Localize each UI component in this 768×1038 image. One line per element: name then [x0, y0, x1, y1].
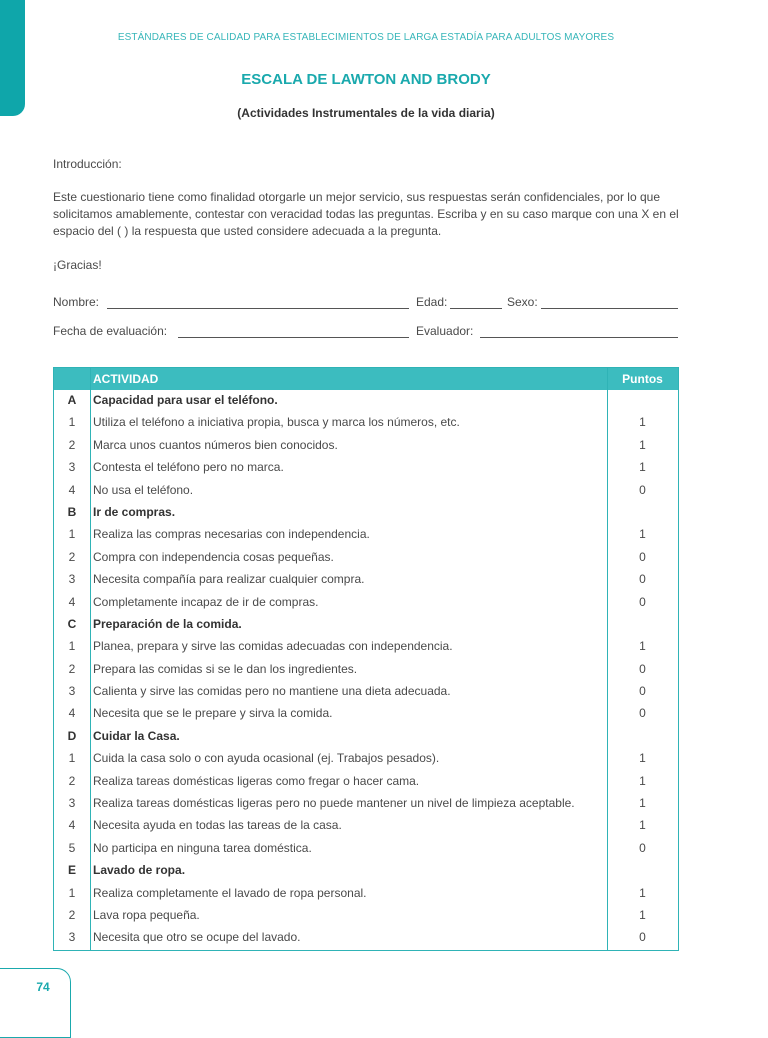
section-row — [54, 614, 678, 636]
activity-text: Realiza tareas domésticas ligeras como fregar o hacer cama. — [93, 773, 420, 788]
points-value: 0 — [639, 706, 646, 721]
points-value: 0 — [639, 549, 646, 564]
table-header — [54, 368, 678, 390]
row-number: E — [67, 863, 76, 878]
activity-text: Planea, prepara y sirve las comidas adecuadas con independencia. — [93, 639, 453, 654]
activity-text: Calienta y sirve las comidas pero no mantiene una dieta adecuada. — [93, 684, 451, 699]
row-number: 2 — [68, 549, 76, 564]
points-value: 1 — [639, 437, 646, 452]
fecha-field[interactable] — [178, 337, 409, 338]
intro-text: Este cuestionario tiene como finalidad otorgarle un mejor servicio, sus respuestas serán confidenciales, por lo que solicitamos amablemente, contestar con veracidad todas las preguntas. Escriba y en su caso marque con una X en el espacio del ( ) la respuesta que usted considere adecuada a la pregunta. — [53, 190, 679, 238]
evaluador-label: Evaluador: — [416, 324, 474, 338]
edad-label: Edad: — [416, 295, 448, 309]
activity-text: Utiliza el teléfono a iniciativa propia, busca y marca los números, etc. — [93, 415, 460, 430]
activity-text: Realiza tareas domésticas ligeras pero no puede mantener un nivel de limpieza aceptable. — [93, 796, 575, 811]
header-actividad: ACTIVIDAD — [93, 372, 159, 386]
table-row — [54, 659, 678, 681]
table-body — [54, 390, 678, 950]
lawton-brody-table — [53, 367, 679, 951]
row-number: 5 — [68, 840, 76, 855]
sexo-field[interactable] — [541, 308, 678, 309]
table-row — [54, 569, 678, 591]
row-number: 1 — [68, 527, 76, 542]
header-puntos: Puntos — [622, 372, 663, 386]
section-row — [54, 860, 678, 882]
row-number: 1 — [68, 415, 76, 430]
points-value: 1 — [639, 639, 646, 654]
table-row — [54, 703, 678, 725]
points-value: 0 — [639, 594, 646, 609]
table-row — [54, 480, 678, 502]
table-row — [54, 883, 678, 905]
section-title: Cuidar la Casa. — [93, 728, 180, 743]
activity-text: Contesta el teléfono pero no marca. — [93, 460, 284, 475]
row-number: 1 — [68, 885, 76, 900]
points-value: 0 — [639, 684, 646, 699]
row-number: 2 — [68, 773, 76, 788]
thanks-text: ¡Gracias! — [53, 258, 102, 272]
points-value: 1 — [639, 885, 646, 900]
section-row — [54, 390, 678, 412]
table-row — [54, 815, 678, 837]
points-value: 0 — [639, 661, 646, 676]
points-value: 0 — [639, 572, 646, 587]
table-row — [54, 412, 678, 434]
row-number: B — [67, 504, 77, 519]
fecha-label: Fecha de evaluación: — [53, 324, 168, 338]
points-value: 1 — [639, 751, 646, 766]
points-value: 1 — [639, 796, 646, 811]
table-row — [54, 681, 678, 703]
row-number: C — [67, 616, 77, 631]
document-subtitle: (Actividades Instrumentales de la vida diaria) — [237, 106, 495, 120]
row-number: 3 — [68, 684, 76, 699]
activity-text: Prepara las comidas si se le dan los ingredientes. — [93, 661, 358, 676]
row-number: 2 — [68, 661, 76, 676]
activity-text: Realiza las compras necesarias con independencia. — [93, 527, 370, 542]
points-value: 1 — [639, 773, 646, 788]
sexo-label: Sexo: — [507, 295, 538, 309]
table-row — [54, 435, 678, 457]
points-value: 1 — [639, 460, 646, 475]
row-number: 4 — [68, 706, 76, 721]
row-number: 3 — [68, 796, 76, 811]
activity-text: Necesita ayuda en todas las tareas de la casa. — [93, 818, 342, 833]
evaluador-field[interactable] — [480, 337, 678, 338]
activity-text: Compra con independencia cosas pequeñas. — [93, 549, 334, 564]
activity-text: No participa en ninguna tarea doméstica. — [93, 840, 312, 855]
row-number: 4 — [68, 594, 76, 609]
table-row — [54, 771, 678, 793]
table-row — [54, 838, 678, 860]
row-number: A — [67, 393, 77, 407]
activity-text: No usa el teléfono. — [93, 482, 194, 497]
activity-text: Realiza completamente el lavado de ropa personal. — [93, 885, 367, 900]
nombre-label: Nombre: — [53, 295, 100, 309]
section-row — [54, 502, 678, 524]
row-number: 1 — [68, 639, 76, 654]
table-row — [54, 927, 678, 949]
table-row — [54, 592, 678, 614]
section-title: Ir de compras. — [93, 504, 176, 519]
activity-text: Necesita que se le prepare y sirva la comida. — [93, 706, 333, 721]
row-number: 3 — [68, 930, 76, 945]
row-number: 1 — [68, 751, 76, 766]
table-row — [54, 905, 678, 927]
activity-text: Necesita que otro se ocupe del lavado. — [93, 930, 301, 945]
activity-text: Necesita compañía para realizar cualquier compra. — [93, 572, 365, 587]
form-line-date-evaluator — [53, 324, 679, 342]
table-row — [54, 793, 678, 815]
row-number: 3 — [68, 460, 76, 475]
edad-field[interactable] — [450, 308, 502, 309]
document-title: ESCALA DE LAWTON AND BRODY — [241, 71, 491, 88]
running-header: ESTÁNDARES DE CALIDAD PARA ESTABLECIMIENTOS DE LARGA ESTADÍA PARA ADULTOS MAYORES — [117, 32, 615, 43]
nombre-field[interactable] — [107, 308, 409, 309]
row-number: 3 — [68, 572, 76, 587]
form-line-name-age-sex — [53, 295, 679, 313]
row-number: 2 — [68, 437, 76, 452]
table-row — [54, 636, 678, 658]
row-number: 4 — [68, 482, 76, 497]
activity-text: Marca unos cuantos números bien conocidos. — [93, 437, 338, 452]
row-number: 2 — [68, 907, 76, 922]
points-value: 0 — [639, 930, 646, 945]
intro-label: Introducción: — [53, 157, 122, 171]
activity-text: Lava ropa pequeña. — [93, 907, 200, 922]
page-number: 74 — [36, 980, 50, 994]
activity-text: Completamente incapaz de ir de compras. — [93, 594, 319, 609]
table-row — [54, 748, 678, 770]
activity-text: Cuida la casa solo o con ayuda ocasional (ej. Trabajos pesados). — [93, 751, 440, 766]
section-title: Lavado de ropa. — [93, 863, 186, 878]
points-value: 1 — [639, 818, 646, 833]
points-value: 1 — [639, 907, 646, 922]
points-value: 1 — [639, 415, 646, 430]
section-title: Preparación de la comida. — [93, 616, 242, 631]
table-row — [54, 524, 678, 546]
table-row — [54, 547, 678, 569]
page-number-tab — [0, 968, 71, 1038]
section-title: Capacidad para usar el teléfono. — [93, 393, 278, 407]
row-number: 4 — [68, 818, 76, 833]
corner-accent-tab — [0, 0, 25, 116]
points-value: 0 — [639, 482, 646, 497]
section-row — [54, 726, 678, 748]
row-number: D — [67, 728, 77, 743]
points-value: 1 — [639, 527, 646, 542]
points-value: 0 — [639, 840, 646, 855]
table-row — [54, 457, 678, 479]
